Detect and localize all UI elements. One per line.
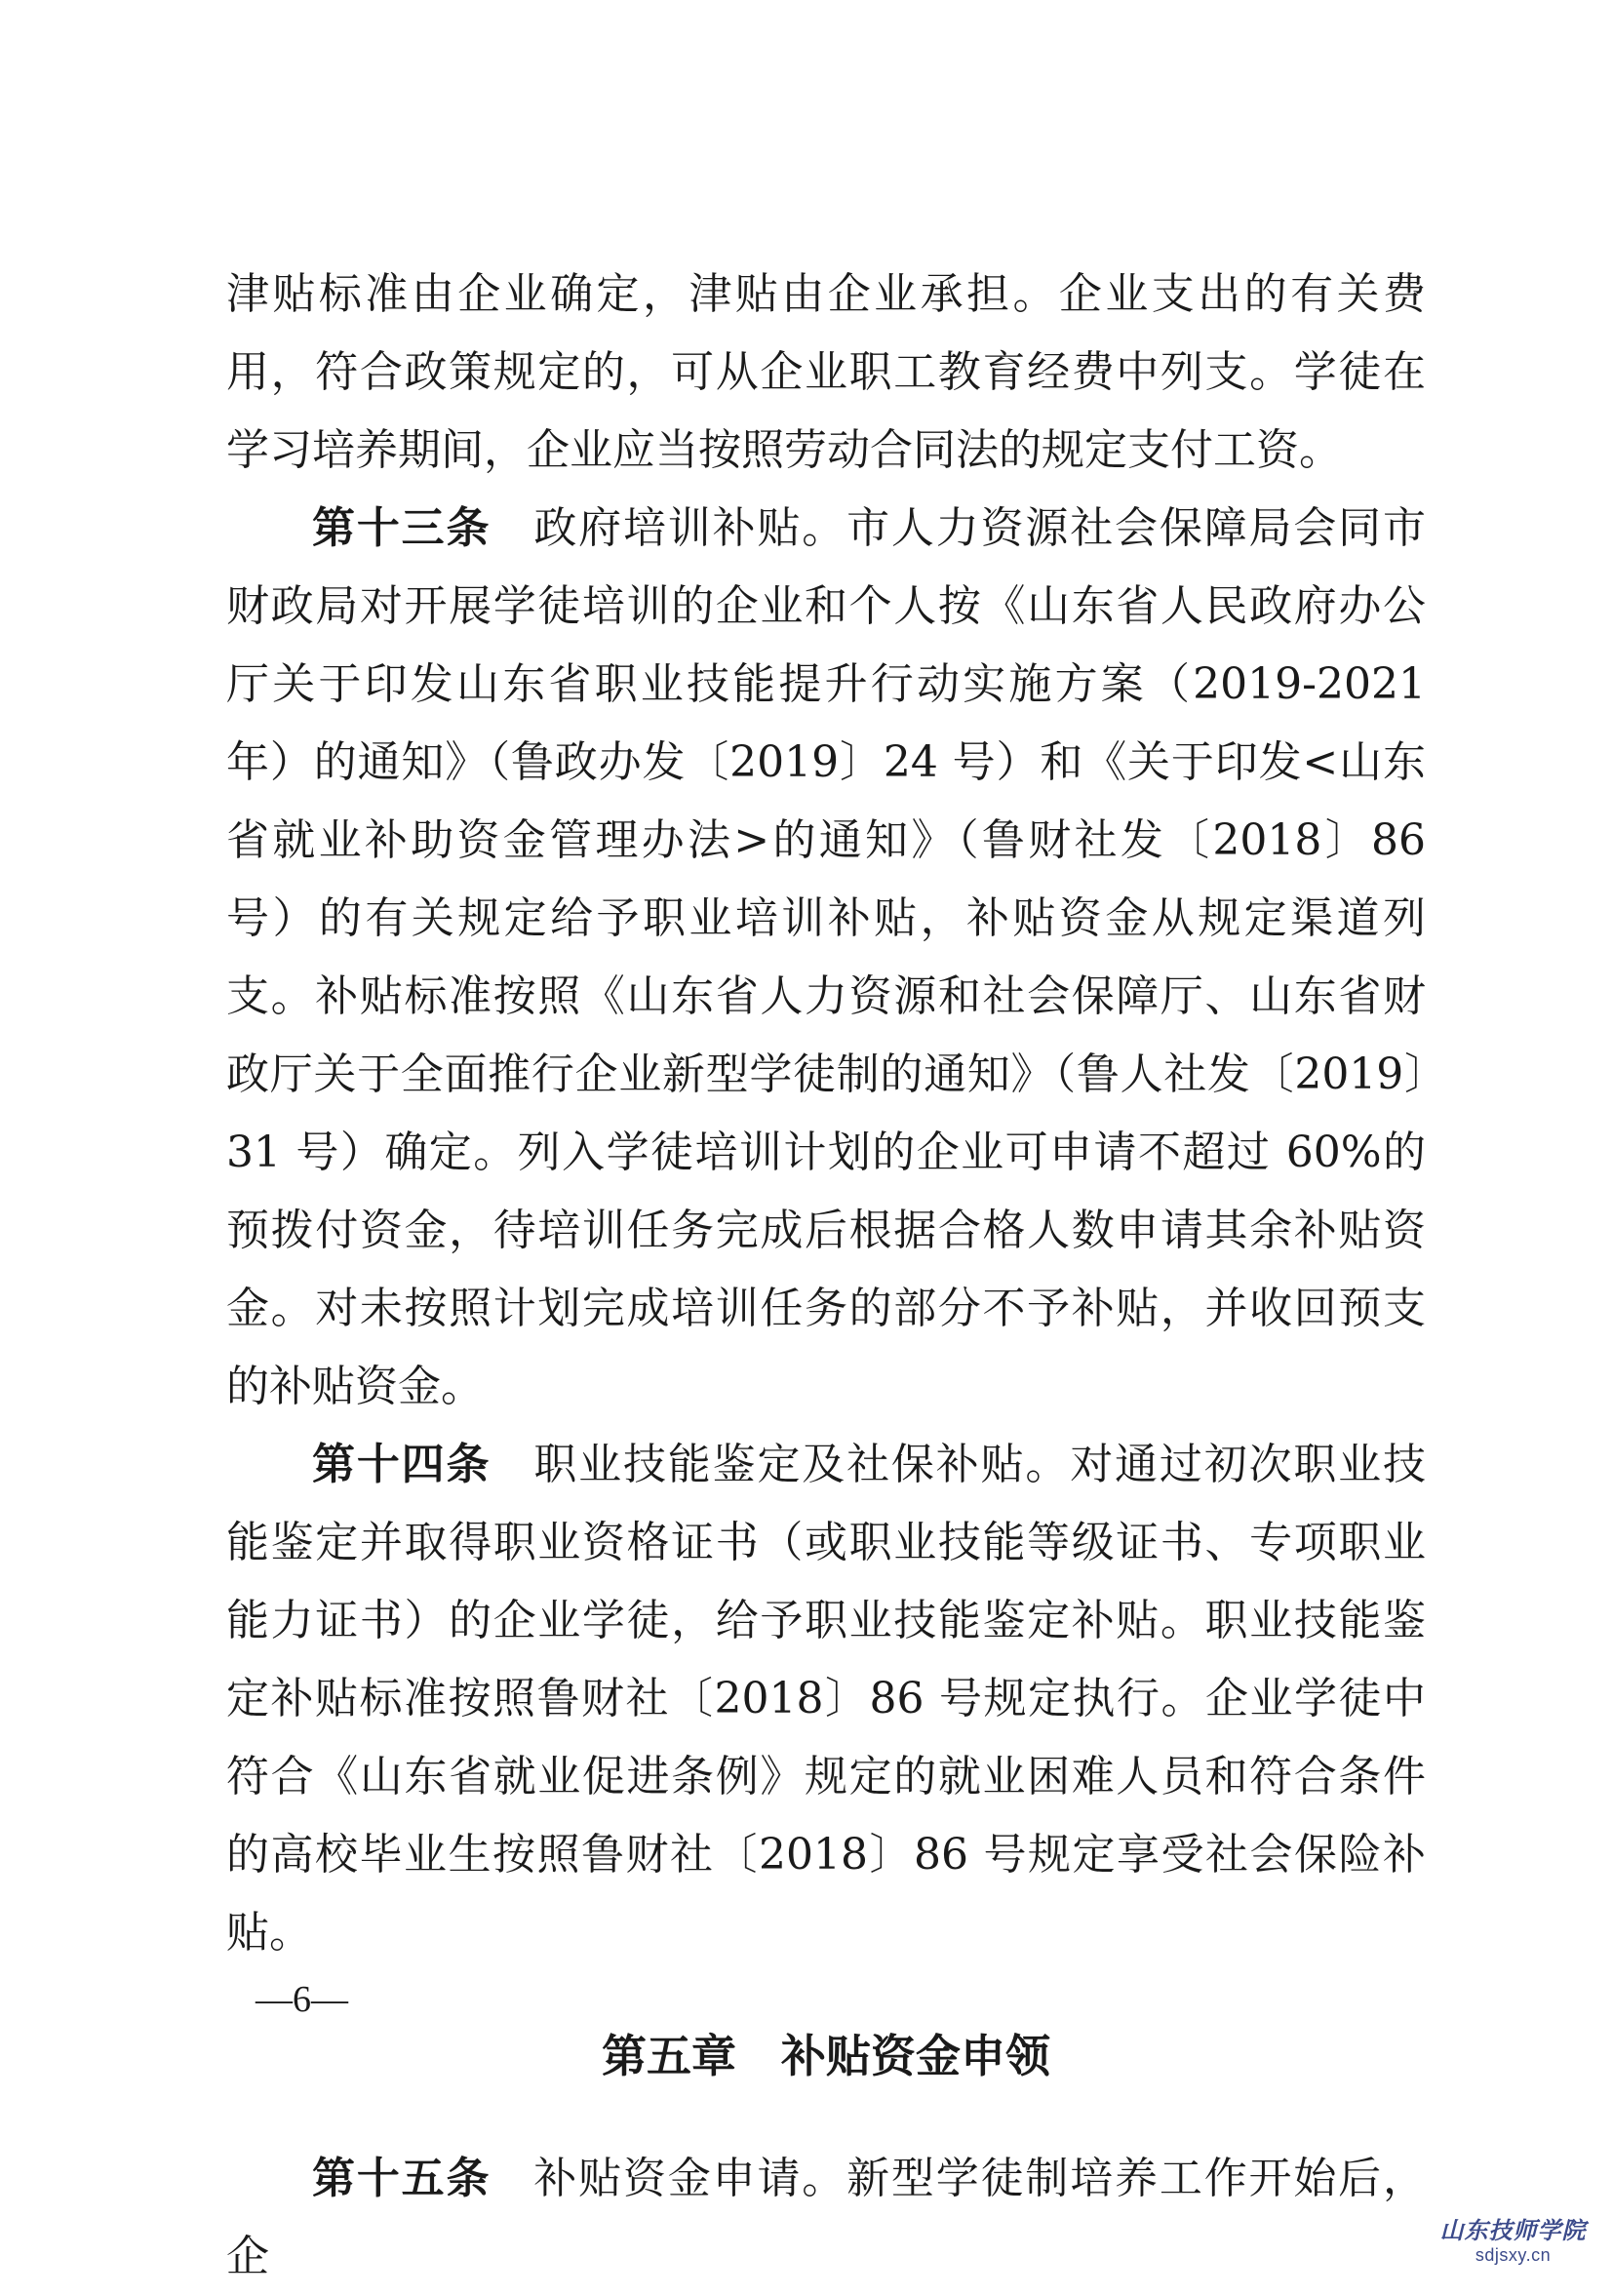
article-number: 第十五条 bbox=[312, 2154, 492, 2203]
watermark-logo bbox=[1423, 2211, 1603, 2266]
watermark-title: 山东技师学院 bbox=[1439, 2216, 1587, 2244]
watermark-url: sdjsxy.cn bbox=[1475, 2245, 1552, 2265]
article-text: 政府培训补贴。市人力资源社会保障局会同市财政局对开展学徒培训的企业和个人按《山东省人民政府办公厅关于印发山东省职业技能提升行动实施方案（2019-2021 年）的通知》（鲁政办发〔2019〕24 号）和《关于印发<山东省就业补助资金管理办法>的通知》（鲁财社发〔2018〕86 号）的有关规定给予职业培训补贴，补贴资金从规定渠道列支。补贴标准按照《山东省人力资源和社会保障厅、山东省财政厅关于全面推行企业新型学徒制的通知》（鲁人社发〔2019〕31 号）确定。列入学徒培训计划的企业可申请不超过 60%的预拨付资金，待培训任务完成后根据合格人数申请其余补贴资金。对未按照计划完成培训任务的部分不予补贴，并收回预支的补贴资金。 bbox=[226, 503, 1427, 1411]
page-number: —6— bbox=[256, 1979, 348, 2020]
article-number: 第十三条 bbox=[312, 503, 492, 553]
chapter-heading: 第五章 补贴资金申领 bbox=[602, 2030, 1050, 2082]
article-number: 第十四条 bbox=[312, 1440, 492, 1489]
article-15 bbox=[226, 2140, 1426, 2296]
article-text: 补贴资金申请。新型学徒制培养工作开始后，企 bbox=[226, 2154, 1427, 2281]
paragraph-text: 津贴标准由企业确定，津贴由企业承担。企业支出的有关费用，符合政策规定的，可从企业职工教育经费中列支。学徒在学习培养期间，企业应当按照劳动合同法的规定支付工资。 bbox=[226, 269, 1426, 475]
article-13 bbox=[226, 490, 1426, 1426]
document-body bbox=[226, 256, 1426, 2296]
article-14 bbox=[226, 1426, 1426, 1972]
paragraph-continued bbox=[226, 256, 1426, 490]
article-text: 职业技能鉴定及社保补贴。对通过初次职业技能鉴定并取得职业资格证书（或职业技能等级证书、专项职业能力证书）的企业学徒，给予职业技能鉴定补贴。职业技能鉴定补贴标准按照鲁财社〔2018〕86 号规定执行。企业学徒中符合《山东省就业促进条例》规定的就业困难人员和符合条件的高校毕业生按照鲁财社〔2018〕86 号规定享受社会保险补贴。 bbox=[226, 1440, 1427, 1958]
